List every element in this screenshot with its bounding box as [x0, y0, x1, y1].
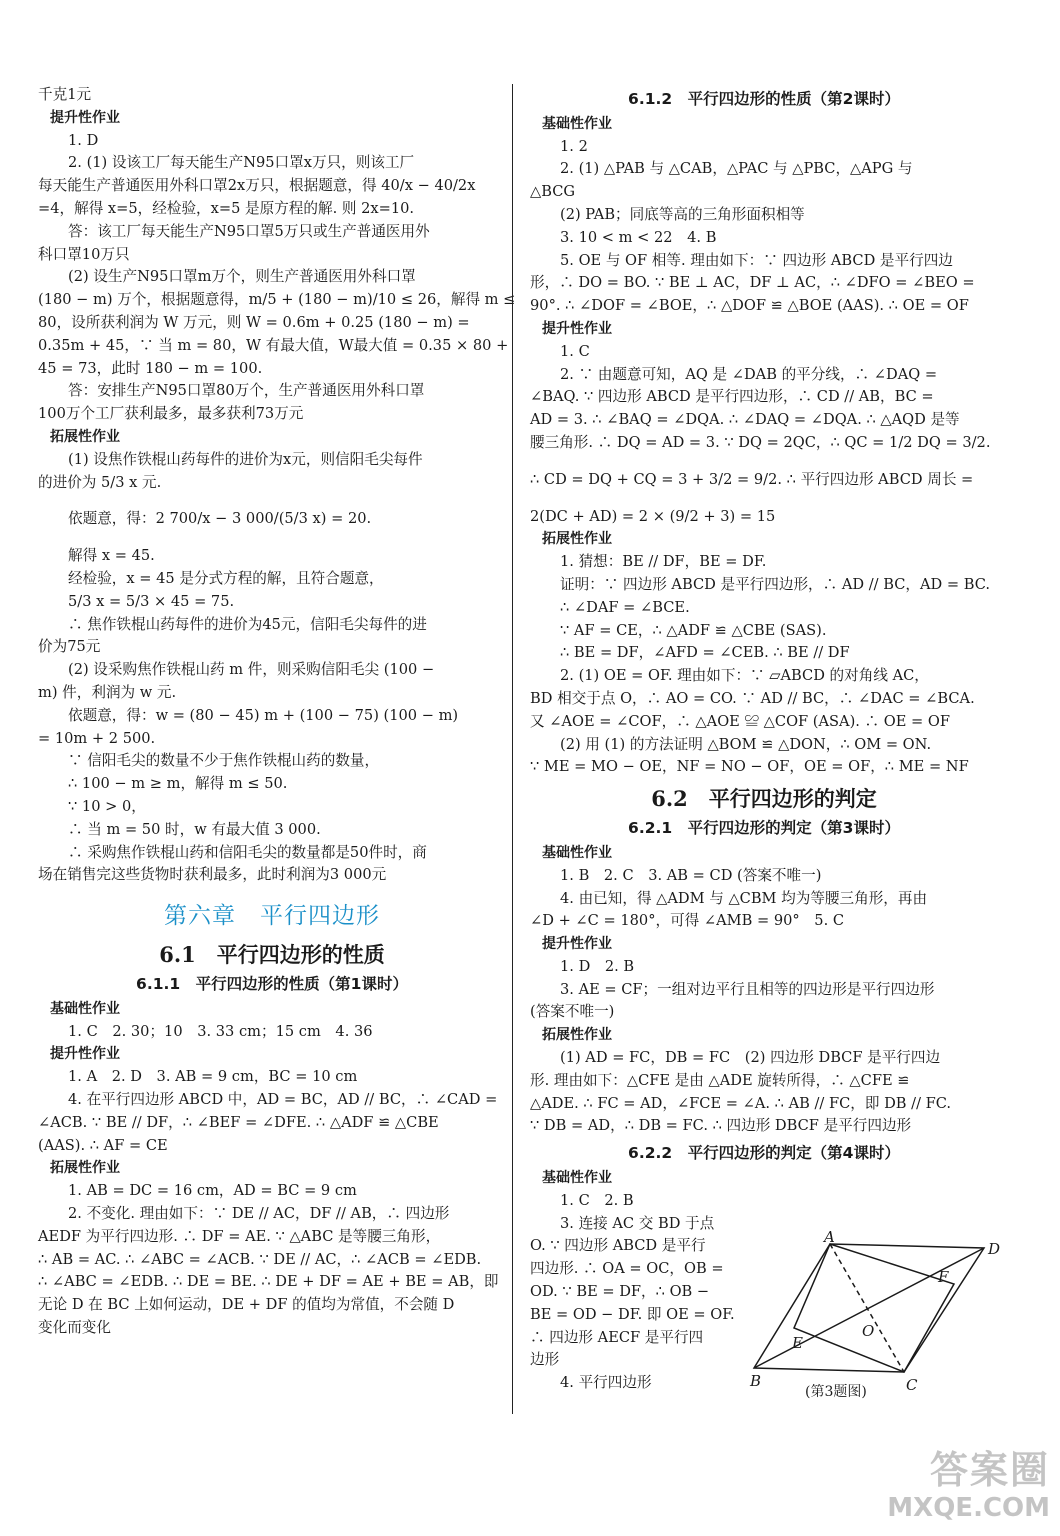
section-title: 6.1 平行四边形的性质 — [159, 942, 385, 968]
answer-line: 形. 理由如下：△CFE 是由 △ADE 旋转所得，∴ △CFE ≌ — [530, 1071, 910, 1089]
homework-heading: 基础性作业 — [542, 115, 612, 132]
answer-line: ∵ DB = AD，∴ DB = FC. ∴ 四边形 DBCF 是平行四边形 — [530, 1117, 912, 1135]
answer-line: (180 − m) 万个，根据题意得，m/5 + (180 − m)/10 ≤ 26，解得 m ≤ — [38, 291, 516, 309]
answer-line: △BCG — [530, 183, 576, 201]
section-title: 6.2 平行四边形的判定 — [651, 786, 877, 812]
answer-line: 1. 猜想：BE // DF，BE = DF. — [560, 553, 767, 571]
answer-line: BD 相交于点 O，∴ AO = CO. ∵ AD // BC，∴ ∠DAC = ∠BCA. — [530, 689, 975, 707]
homework-heading: 拓展性作业 — [542, 1027, 612, 1044]
answer-line: ∴ BE = DF，∠AFD = ∠CEB. ∴ BE // DF — [560, 644, 850, 662]
answer-line: 2. (1) OE = OF. 理由如下：∵ ▱ABCD 的对角线 AC， — [560, 667, 929, 685]
answer-line: 80，设所获利润为 W 万元，则 W = 0.6m + 0.25 (180 − m) = — [38, 313, 470, 331]
subsection-title: 6.1.2 平行四边形的性质（第2课时） — [628, 90, 900, 108]
answer-line: 无论 D 在 BC 上如何运动，DE + DF 的值均为常值，不会随 D — [38, 1296, 455, 1314]
answer-line: ∵ 10 > 0， — [68, 797, 146, 815]
answer-line: 经检验，x = 45 是分式方程的解，且符合题意， — [68, 569, 384, 587]
label-d: D — [988, 1240, 1001, 1258]
answer-line: 2. ∵ 由题意可知，AQ 是 ∠DAB 的平分线，∴ ∠DAQ = — [560, 365, 938, 383]
answer-line: 1. C — [560, 342, 590, 360]
answer-line: (2) 设采购焦作铁棍山药 m 件，则采购信阳毛尖 (100 − — [68, 661, 435, 679]
answer-line: 1. B 2. C 3. AB = CD (答案不唯一) — [560, 866, 822, 884]
answer-line: 3. 10 < m < 22 4. B — [560, 228, 717, 246]
answer-line: 3. 连接 AC 交 BD 于点 — [560, 1214, 715, 1232]
answer-line: 四边形. ∴ OA = OC，OB = — [530, 1260, 724, 1278]
column-divider — [512, 84, 513, 1414]
answer-line: ∠BAQ. ∵ 四边形 ABCD 是平行四边形，∴ CD // AB，BC = — [530, 388, 934, 406]
label-e: E — [792, 1334, 803, 1352]
answer-line: =4，解得 x=5，经检验，x=5 是原方程的解. 则 2x=10. — [38, 199, 415, 217]
spacer — [530, 455, 998, 469]
parallelogram-figure — [750, 1228, 1002, 1406]
homework-heading: 拓展性作业 — [50, 428, 120, 445]
answer-line: 2. (1) △PAB 与 △CAB，△PAC 与 △PBC，△APG 与 — [560, 160, 913, 178]
answer-line: ∴ 100 − m ≥ m，解得 m ≤ 50. — [68, 775, 288, 793]
answer-line: = 10m + 2 500. — [38, 729, 156, 747]
answer-line: 1. C 2. 30；10 3. 33 cm；15 cm 4. 36 — [68, 1022, 373, 1040]
answer-line: ∴ ∠ABC = ∠EDB. ∴ DE = BE. ∴ DE + DF = AE + BE = AB，即 — [38, 1273, 499, 1291]
subsection-title: 6.2.2 平行四边形的判定（第4课时） — [628, 1144, 900, 1163]
answer-line: 的进价为 5/3 x 元. — [38, 473, 162, 491]
answer-line: 又 ∠AOE = ∠COF，∴ △AOE ≌ △COF (ASA). ∴ OE = OF — [530, 712, 950, 730]
spacer — [530, 492, 998, 506]
subsection-title: 6.2.1 平行四边形的判定（第3课时） — [628, 819, 900, 838]
answer-line: 边形 — [530, 1351, 560, 1369]
chapter-title: 第六章 平行四边形 — [164, 903, 380, 930]
homework-heading: 拓展性作业 — [542, 531, 612, 548]
label-a: A — [824, 1228, 835, 1246]
homework-heading: 提升性作业 — [50, 1046, 120, 1063]
answer-line: ∴ 当 m = 50 时，w 有最大值 3 000. — [68, 820, 321, 838]
answer-line: 形，∴ DO = BO. ∵ BE ⊥ AC，DF ⊥ AC，∴ ∠DFO = ∠BEO = — [530, 274, 975, 292]
homework-heading: 拓展性作业 — [50, 1160, 120, 1177]
answer-line: AD = 3. ∴ ∠BAQ = ∠DQA. ∴ ∠DAQ = ∠DQA. ∴ △AQD 是等 — [530, 411, 960, 429]
answer-line: 45 = 73，此时 180 − m = 100. — [38, 359, 263, 377]
answer-line: 场在销售完这些货物时获利最多，此时利润为3 000元 — [38, 866, 387, 884]
watermark-text: 答案圈 — [929, 1448, 1050, 1492]
answer-line: ∵ AF = CE，∴ △ADF ≌ △CBE (SAS). — [560, 621, 827, 639]
answer-line: 100万个工厂获利最多，最多获利73万元 — [38, 405, 304, 423]
answer-line: ∴ AB = AC. ∴ ∠ABC = ∠ACB. ∵ DE // AC，∴ ∠ACB = ∠EDB. — [38, 1250, 482, 1268]
answer-line: 解得 x = 45. — [68, 547, 155, 565]
answer-line: 依题意，得：2 700/x − 3 000/(5/3 x) = 20. — [68, 510, 372, 528]
answer-line: 腰三角形. ∴ DQ = AD = 3. ∵ DQ = 2QC，∴ QC = 1/2 DQ = 3/2. — [530, 433, 991, 451]
answer-line: 0.35m + 45，∵ 当 m = 80，W 有最大值，W最大值 = 0.35 × 80 + — [38, 336, 509, 354]
right-column — [530, 84, 1001, 1395]
answer-line: (2) 设生产N95口罩m万个，则生产普通医用外科口罩 — [68, 268, 416, 286]
diagonal-bd — [754, 1248, 984, 1368]
label-f: F — [938, 1268, 949, 1286]
homework-heading: 提升性作业 — [542, 320, 612, 337]
answer-line: 2. (1) 设该工厂每天能生产N95口罩x万只，则该工厂 — [68, 154, 415, 172]
answer-line: ∵ ME = MO − OE，NF = NO − OF，OE = OF，∴ ME = NF — [530, 758, 969, 776]
diagonal-ac — [830, 1244, 904, 1372]
answer-line: (1) 设焦作铁棍山药每件的进价为x元，则信阳毛尖每件 — [68, 450, 423, 468]
subsection-title: 6.1.1 平行四边形的性质（第1课时） — [136, 975, 408, 994]
answer-line: (2) PAB；同底等高的三角形面积相等 — [560, 205, 805, 223]
answer-line: 3. AE = CF；一组对边平行且相等的四边形是平行四边形 — [560, 980, 935, 998]
homework-heading: 基础性作业 — [542, 1170, 612, 1187]
label-o: O — [862, 1322, 875, 1340]
label-b: B — [750, 1372, 762, 1390]
answer-line: OD. ∵ BE = DF，∴ OB − — [530, 1283, 710, 1301]
homework-heading: 提升性作业 — [542, 936, 612, 953]
answer-line: 1. AB = DC = 16 cm，AD = BC = 9 cm — [68, 1182, 357, 1200]
answer-line: ∴ CD = DQ + CQ = 3 + 3/2 = 9/2. ∴ 平行四边形 ABCD 周长 = — [530, 470, 974, 488]
answer-line: (AAS). ∴ AF = CE — [38, 1136, 168, 1154]
answer-line: ∵ 信阳毛尖的数量不少于焦作铁棍山药的数量， — [68, 752, 380, 770]
answer-line: (答案不唯一) — [530, 1003, 615, 1021]
answer-line: ∴ ∠DAF = ∠BCE. — [560, 598, 690, 616]
answer-line: 4. 在平行四边形 ABCD 中，AD = BC，AD // BC，∴ ∠CAD = — [68, 1091, 498, 1109]
answer-line: O. ∵ 四边形 ABCD 是平行 — [530, 1237, 706, 1255]
figure-caption: (第3题图) — [805, 1384, 867, 1400]
answer-line: (1) AD = FC，DB = FC (2) 四边形 DBCF 是平行四边 — [560, 1049, 941, 1067]
answer-line: 1. D — [68, 131, 99, 149]
left-column — [38, 84, 516, 1340]
answer-line: ∠ACB. ∵ BE // DF，∴ ∠BEF = ∠DFE. ∴ △ADF ≌ △CBE — [38, 1113, 439, 1131]
answer-line: 每天能生产普通医用外科口罩2x万只，根据题意，得 40/x − 40/2x — [38, 177, 476, 195]
answer-line: 1. D 2. B — [560, 957, 635, 975]
answer-line: 价为75元 — [38, 638, 101, 656]
answer-line: 5/3 x = 5/3 × 45 = 75. — [68, 592, 235, 610]
answer-line: 答：安排生产N95口罩80万个，生产普通医用外科口罩 — [68, 382, 425, 400]
answer-line: 答：该工厂每天能生产N95口罩5万只或生产普通医用外 — [68, 222, 430, 240]
answer-line: 2(DC + AD) = 2 × (9/2 + 3) = 15 — [530, 507, 776, 525]
answer-line: 千克1元 — [38, 86, 92, 103]
spacer — [38, 494, 506, 508]
answer-line: 依题意，得：w = (80 − 45) m + (100 − 75) (100 − m) — [68, 706, 459, 724]
answer-line: ∴ 采购焦作铁棍山药和信阳毛尖的数量都是50件时，商 — [68, 843, 427, 861]
answer-line: 2. 不变化. 理由如下：∵ DE // AC，DF // AB，∴ 四边形 — [68, 1205, 450, 1223]
answer-line: △ADE. ∴ FC = AD，∠FCE = ∠A. ∴ AB // FC，即 DB // FC. — [530, 1094, 952, 1112]
answer-line: AEDF 为平行四边形. ∴ DF = AE. ∵ △ABC 是等腰三角形， — [38, 1227, 441, 1245]
homework-heading: 提升性作业 — [50, 109, 120, 126]
answer-line: 4. 平行四边形 — [560, 1374, 652, 1392]
answer-line: 1. C 2. B — [560, 1191, 634, 1209]
label-c: C — [906, 1376, 918, 1394]
answer-line: 5. OE 与 OF 相等. 理由如下：∵ 四边形 ABCD 是平行四边 — [560, 251, 953, 269]
watermark-url: MXQE.COM — [887, 1493, 1050, 1523]
spacer — [38, 531, 506, 545]
answer-line: 科口罩10万只 — [38, 245, 130, 263]
homework-heading: 基础性作业 — [50, 1000, 120, 1017]
answer-line: ∴ 四边形 AECF 是平行四 — [530, 1328, 704, 1346]
answer-line: 1. 2 — [560, 137, 588, 155]
answer-line: (2) 用 (1) 的方法证明 △BOM ≌ △DON，∴ OM = ON. — [560, 735, 932, 753]
answer-line: 证明：∵ 四边形 ABCD 是平行四边形，∴ AD // BC，AD = BC. — [560, 575, 990, 593]
watermark-logo — [880, 1448, 1050, 1532]
answer-line: ∴ 焦作铁棍山药每件的进价为45元，信阳毛尖每件的进 — [68, 615, 427, 633]
answer-line: 变化而变化 — [38, 1319, 111, 1337]
answer-line: 4. 由已知，得 △ADM 与 △CBM 均为等腰三角形，再由 — [560, 889, 928, 907]
homework-heading: 基础性作业 — [542, 844, 612, 861]
answer-line: BE = OD − DF. 即 OE = OF. — [530, 1305, 735, 1323]
answer-line: 1. A 2. D 3. AB = 9 cm，BC = 10 cm — [68, 1068, 358, 1086]
answer-line: 90°. ∴ ∠DOF = ∠BOE，∴ △DOF ≌ △BOE (AAS). ∴ OE = OF — [530, 297, 969, 315]
answer-line: ∠D + ∠C = 180°，可得 ∠AMB = 90° 5. C — [530, 912, 845, 930]
answer-line: m) 件，利润为 w 元. — [38, 683, 177, 701]
